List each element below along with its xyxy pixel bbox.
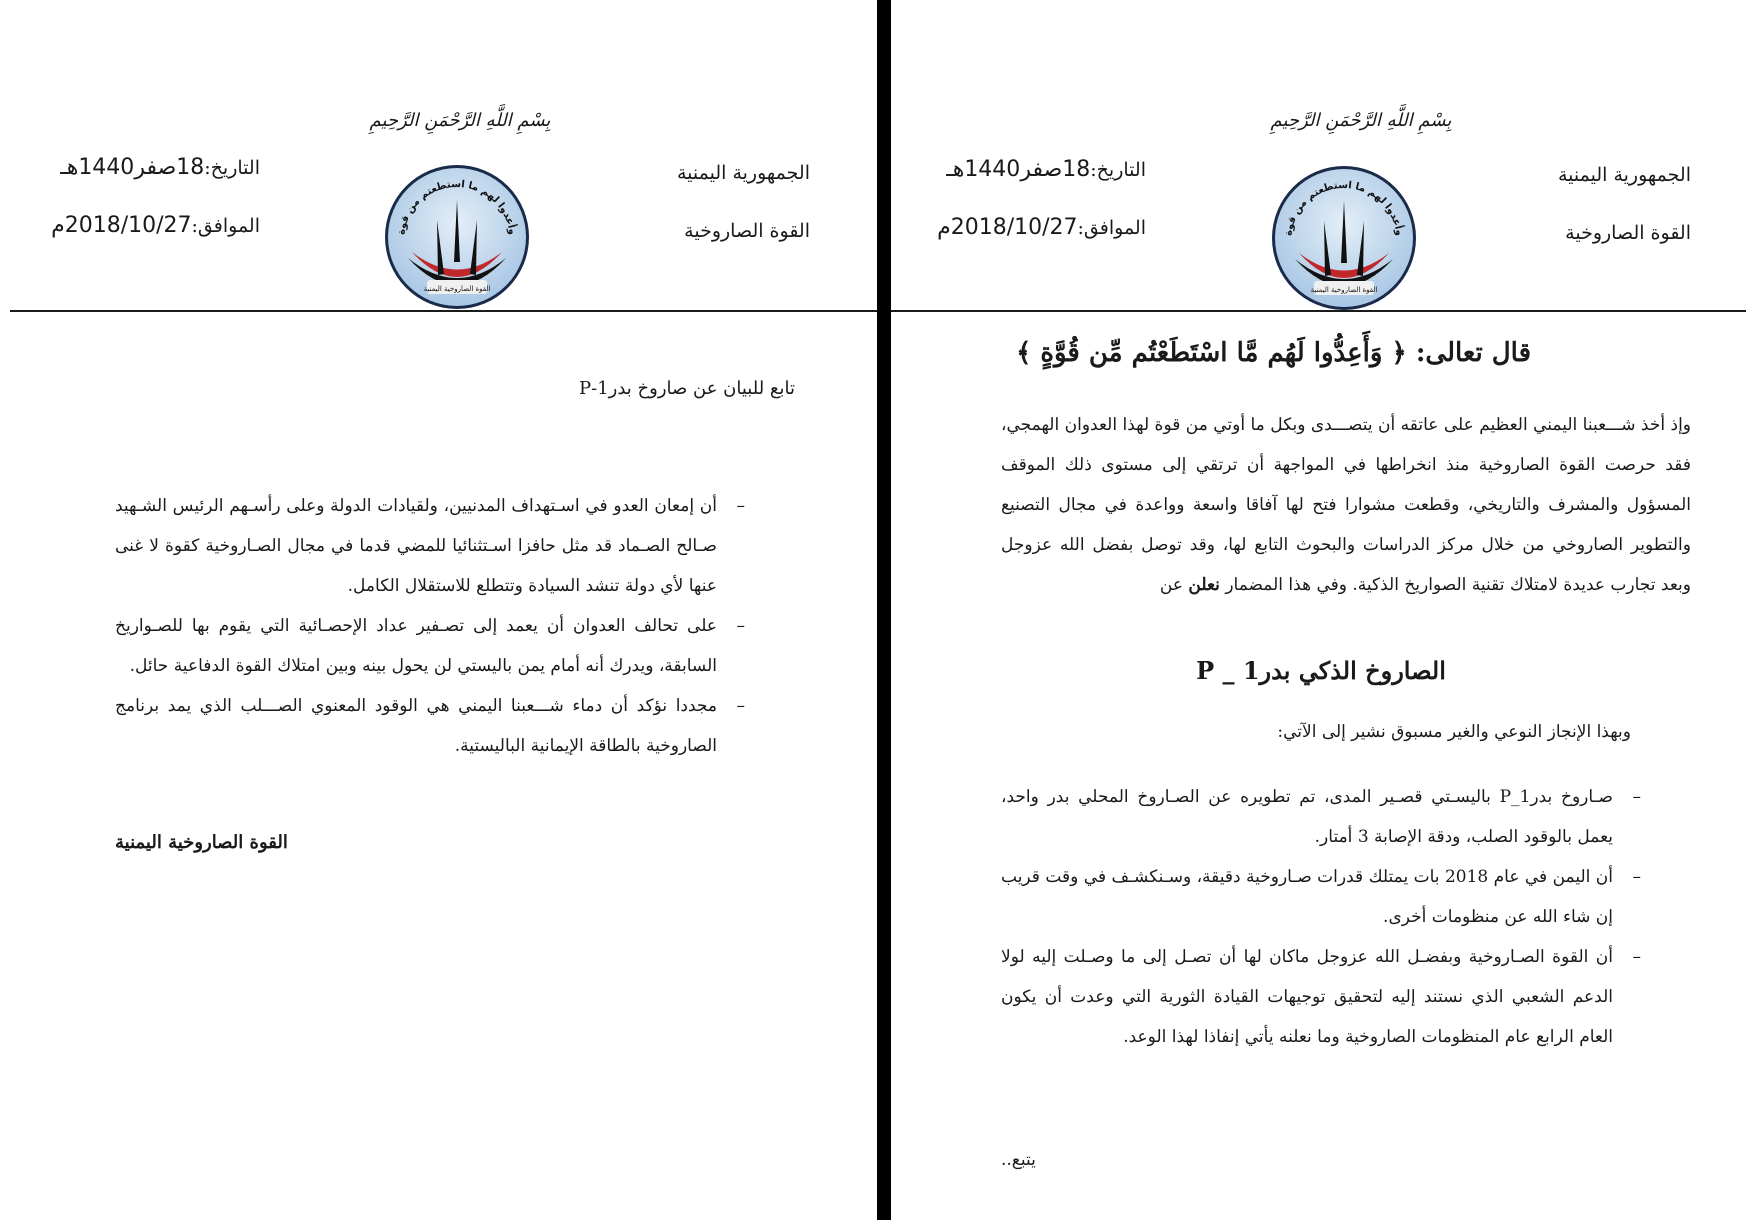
list-item: – أن اليمن في عام 2018 بات يمتلك قدرات صـاروخية دقيقة، وسـنكشـف في وقت قريب إن شاء الله عن منظومات أخرى.	[1001, 867, 1641, 927]
intro-bold-word: نعلن	[1188, 575, 1220, 595]
list-item: – أن إمعان العدو في اسـتهداف المدنيين، ولقيادات الدولة وعلى رأسـهم الرئيس الشـهيد صـالح الصـماد قد مثل حافزا اسـتثنائيا للمضي قدما في مجال الصـاروخية كقوة لا غنى عنها لأي دولة تنشد السيادة وتتطلع للاستقلال الكامل.	[115, 496, 745, 596]
list-item: – صـاروخ بدر1_P باليسـتي قصـير المدى، تم تطويره عن الصـاروخ المحلي بدر واحد، يعمل بالوقود الصلب، ودقة الإصابة 3 أمتار.	[1001, 787, 1641, 847]
continuation-title: تابع للبيان عن صاروخ بدر1-P	[578, 378, 795, 399]
force-label: القوة الصاروخية	[684, 220, 810, 242]
missile-heading: الصاروخ الذكي بدر1 _ P	[1196, 656, 1446, 685]
corresponding-line	[51, 213, 260, 238]
quran-prefix: قال تعالى:	[1415, 338, 1531, 368]
basmala: بِسْمِ اللَّهِ الرَّحْمَنِ الرَّحِيمِ	[1270, 110, 1452, 131]
emblem-bottom-text: القوة الصاروخية اليمنية	[423, 285, 491, 293]
corresponding-value: 2018/10/27م	[937, 215, 1078, 240]
date-line	[60, 155, 260, 180]
date-label: التاريخ:	[204, 157, 260, 179]
republic-label: الجمهورية اليمنية	[1557, 164, 1691, 186]
republic-label: الجمهورية اليمنية	[676, 162, 810, 184]
date-line	[946, 157, 1146, 182]
signature: القوة الصاروخية اليمنية	[115, 832, 288, 853]
corresponding-value: 2018/10/27م	[51, 213, 192, 238]
date-value: 18صفر1440هـ	[946, 157, 1091, 182]
page-right	[891, 0, 1752, 1220]
intro-paragraph: وإذ أخذ شـــعبنا اليمني العظيم على عاتقه أن يتصـــدى وبكل ما أوتي من قوة لهذا العدوان الهمجي، فقد حرصت القوة الصاروخية منذ انخراطها في المواجهة أن ترتقي إلى مستوى ذلك الموقف المسؤول والمشرف والتاريخي، وقطعت مشوارا فتح لها آفاقا واسعة وواعدة في مجال التصنيع والتطوير الصاروخي من خلال مركز الدراسات والبحوث التابع لها، وقد توصل بفضل الله عزوجل وبعد تجارب عديدة لامتلاك تقنية الصواريخ الذكية. وفي هذا المضمار نعلن عن	[1001, 415, 1691, 595]
missile-force-emblem	[382, 162, 532, 312]
follows-note: يتبع..	[1001, 1150, 1036, 1170]
right-bullet-list	[1001, 777, 1641, 1057]
left-bullet-list	[115, 486, 745, 766]
emblem-bottom-text: القوة الصاروخية اليمنية	[1310, 286, 1378, 294]
page-divider	[877, 0, 891, 1220]
emblem-top-text: وأعدوا لهم ما استطعتم من قوة	[1283, 179, 1405, 237]
missile-force-emblem	[1269, 163, 1419, 313]
date-value: 18صفر1440هـ	[60, 155, 205, 180]
quran-verse-heading	[1016, 338, 1531, 368]
quran-verse: ﴿ وَأَعِدُّوا لَهُم مَّا اسْتَطَعْتُم مِّن قُوَّةٍ ﴾	[1016, 338, 1407, 368]
corresponding-line	[937, 215, 1146, 240]
emblem-top-text: وأعدوا لهم ما استطعتم من قوة	[396, 178, 518, 236]
corresponding-label: الموافق:	[1077, 217, 1146, 239]
list-item: – مجددا نؤكد أن دماء شـــعبنا اليمني هي الوقود المعنوي الصـــلب الذي يمد برنامج الصاروخية بالطاقة الإيمانية الباليستية.	[115, 696, 745, 756]
list-item: – على تحالف العدوان أن يعمد إلى تصـفير عداد الإحصـائية التي يقوم بها للصـواريخ السابقة، ويدرك أنه أمام يمن باليستي لن يحول بينه وبين امتلاك القوة الدفاعية حائل.	[115, 616, 745, 676]
date-label: التاريخ:	[1090, 159, 1146, 181]
list-item: – أن القوة الصـاروخية وبفضـل الله عزوجل ماكان لها أن تصـل إلى ما وصـلت إليه لولا الدعم الشعبي الذي نستند إليه لتحقيق توجيهات القيادة الثورية التي وعدت أن يكون العام الرابع عام المنظومات الصاروخية وما نعلنه يأتي إنفاذا لهذا الوعد.	[1001, 947, 1641, 1047]
header-rule	[891, 310, 1746, 312]
corresponding-label: الموافق:	[191, 215, 260, 237]
force-label: القوة الصاروخية	[1565, 222, 1691, 244]
announce-line: وبهذا الإنجاز النوعي والغير مسبوق نشير إلى الآتي:	[1277, 722, 1631, 742]
basmala: بِسْمِ اللَّهِ الرَّحْمَنِ الرَّحِيمِ	[369, 110, 551, 131]
header-rule	[10, 310, 877, 312]
